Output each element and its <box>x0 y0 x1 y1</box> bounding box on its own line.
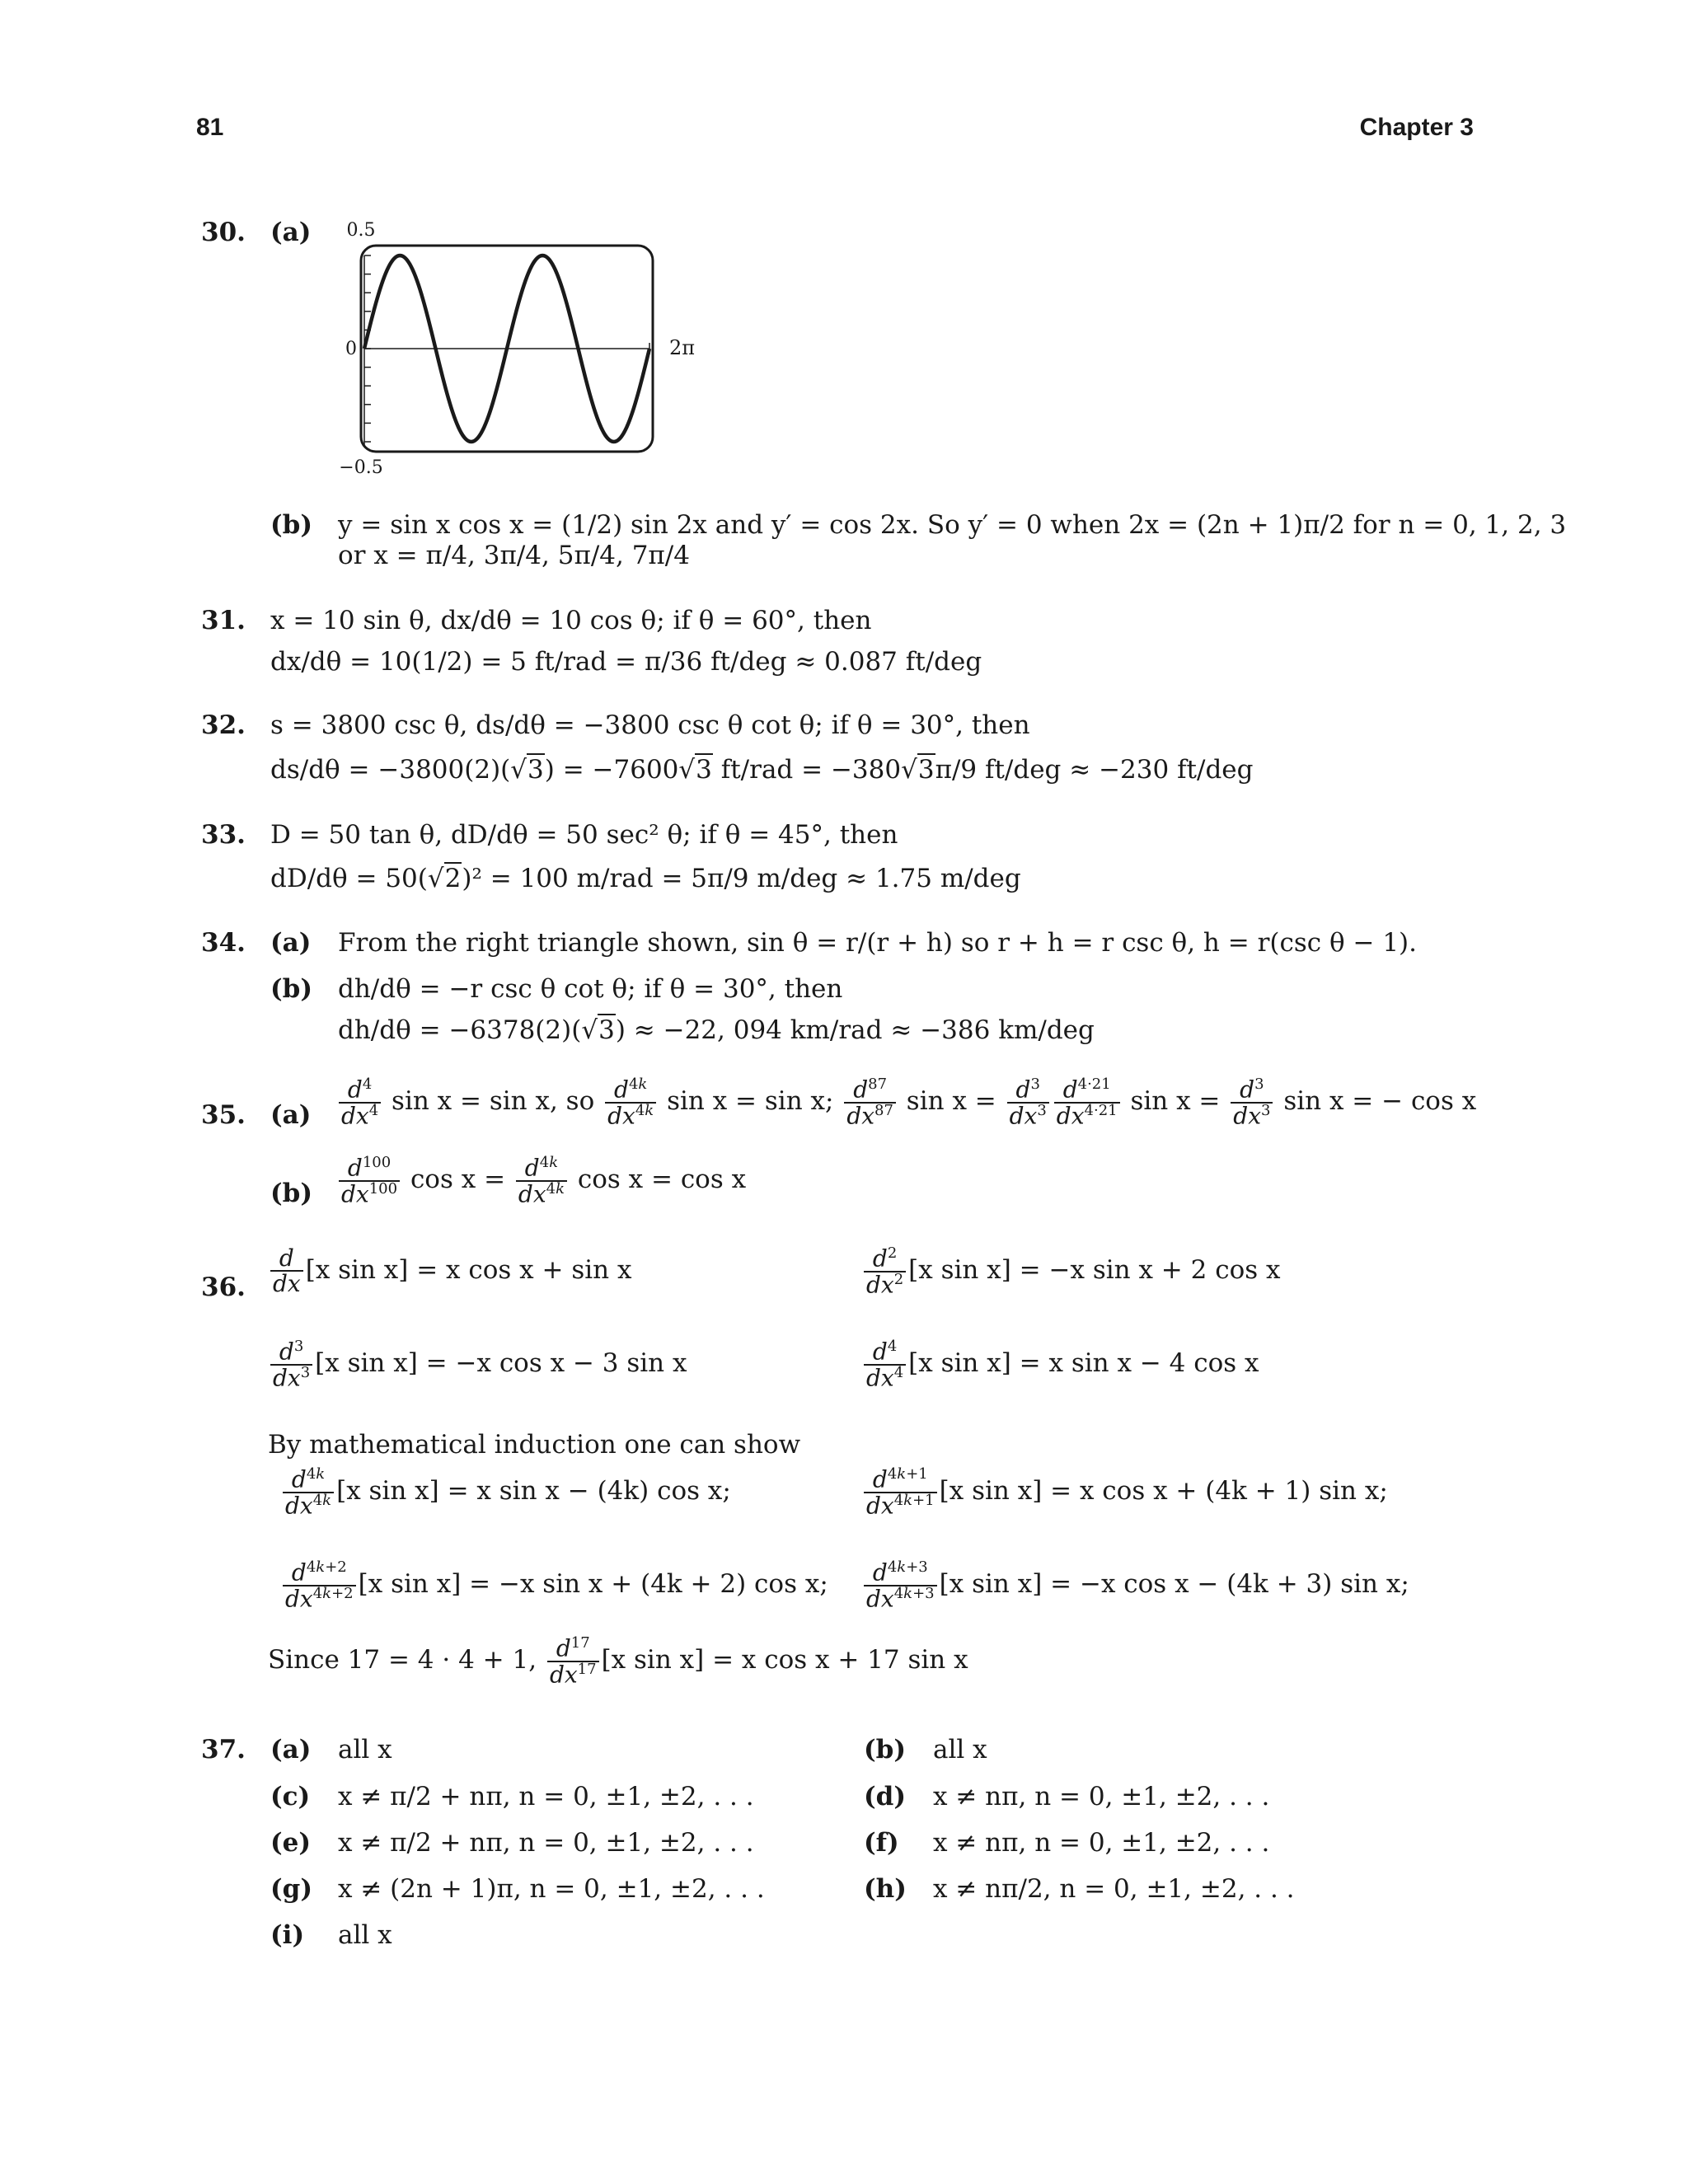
frac-d100-dx100: $\frac{d^{100}}{dx^{100}}$ <box>339 1155 400 1206</box>
problem-34a-label: (a) <box>270 928 312 958</box>
frac-d4k3-dx4k3: $\frac{d^{4k+3}}{dx^{4k+3}}$ <box>864 1560 937 1610</box>
frac-d17-dx17: $\frac{d^{17}}{dx^{17}}$ <box>547 1636 599 1686</box>
problem-37-item-text: x ≠ nπ, n = 0, ±1, ±2, . . . <box>933 1782 1270 1811</box>
p36-r1l: [x sin x] = x cos x + sin x <box>305 1254 632 1285</box>
p35b-t1: cos x = <box>410 1165 506 1195</box>
graph-y-max-label: 0.5 <box>346 220 376 241</box>
problem-36-row1-right <box>861 1244 1281 1299</box>
problem-36-row3-right <box>861 1465 1388 1520</box>
p36-r3l: [x sin x] = x sin x − (4k) cos x; <box>336 1476 731 1507</box>
problem-31-line2: dx/dθ = 10(1/2) = 5 ft/rad = π/36 ft/deg ≈ 0.087 ft/deg <box>270 647 982 677</box>
problem-31-line1: x = 10 sin θ, dx/dθ = 10 cos θ; if θ = 60°, then <box>270 606 872 635</box>
problem-36-number: 36. <box>201 1272 246 1302</box>
problem-37-item-label: (b) <box>864 1735 907 1765</box>
problem-37-item-text: x ≠ nπ/2, n = 0, ±1, ±2, . . . <box>933 1874 1295 1904</box>
p32-l2e: ft/rad = −380√ <box>712 755 917 785</box>
problem-37-item-text: all x <box>338 1920 392 1950</box>
problem-37-item-text: x ≠ nπ, n = 0, ±1, ±2, . . . <box>933 1828 1270 1858</box>
problem-37-item-text: x ≠ (2n + 1)π, n = 0, ±1, ±2, . . . <box>338 1874 765 1904</box>
sine-cosine-graph <box>321 213 701 476</box>
problem-30-number: 30. <box>201 218 246 247</box>
frac-d87-dx87: $\frac{d^{87}}{dx^{87}}$ <box>844 1077 896 1127</box>
p32-l2c: ) = −7600√ <box>544 755 696 785</box>
p34-b2a: dh/dθ = −6378(2)(√ <box>338 1015 598 1045</box>
page-number: 81 <box>196 114 224 141</box>
p35b-t2: cos x = cos x <box>577 1165 747 1195</box>
problem-35b-line <box>336 1155 746 1206</box>
frac-d3-dx3: $\frac{d^3}{dx^3}$ <box>1007 1077 1049 1127</box>
problem-30b-label: (b) <box>270 510 313 540</box>
problem-37-item-text: all x <box>933 1735 987 1765</box>
problem-35-number: 35. <box>201 1100 246 1130</box>
problem-36-row3-left <box>280 1465 731 1520</box>
problem-35b-label: (b) <box>270 1179 313 1208</box>
problem-37-item-text: x ≠ π/2 + nπ, n = 0, ±1, ±2, . . . <box>338 1828 754 1858</box>
frac-d2-dx2: $\frac{d^2}{dx^2}$ <box>864 1246 906 1296</box>
p33-l2c: )² = 100 m/rad = 5π/9 m/deg ≈ 1.75 m/deg <box>462 864 1021 893</box>
problem-37-item-label: (d) <box>864 1782 907 1811</box>
frac-d3-dx3-b: $\frac{d^3}{dx^3}$ <box>1231 1077 1273 1127</box>
problem-36-conclusion <box>268 1634 968 1689</box>
problem-30a-label: (a) <box>270 218 312 247</box>
frac-d3-dx3-c: $\frac{d^3}{dx^3}$ <box>270 1339 312 1390</box>
problem-32-number: 32. <box>201 710 246 740</box>
problem-37-item-label: (h) <box>864 1874 907 1904</box>
frac-d4-dx4: $\frac{d^4}{dx^4}$ <box>339 1077 381 1127</box>
problem-33-line2 <box>270 862 1021 895</box>
problem-34b-label: (b) <box>270 974 313 1004</box>
p32-root1: 3 <box>528 755 544 785</box>
problem-30b-line2: or x = π/4, 3π/4, 5π/4, 7π/4 <box>338 541 690 570</box>
problem-37-item-label: (f) <box>864 1828 899 1858</box>
problem-30b <box>270 509 1567 541</box>
problem-36-row2-right <box>861 1339 1259 1390</box>
problem-37-number: 37. <box>201 1735 246 1765</box>
p35a-t5: sin x = − cos x <box>1283 1086 1477 1117</box>
p36-final: [x sin x] = x cos x + 17 sin x <box>601 1645 968 1675</box>
frac-d421-dx421: $\frac{d^{4\cdot 21}}{dx^{4\cdot 21}}$ <box>1054 1077 1120 1127</box>
problem-36-row4-right <box>861 1558 1409 1613</box>
problem-32-line2 <box>270 753 1254 786</box>
p36-r3r: [x sin x] = x cos x + (4k + 1) sin x; <box>939 1476 1388 1507</box>
problem-37-item-label: (i) <box>270 1920 305 1950</box>
graph-origin-label: 0 <box>345 339 357 359</box>
p35a-t3: sin x = <box>906 1086 996 1117</box>
problem-34b-line2 <box>338 1014 1095 1047</box>
p34-b2c: ) ≈ −22, 094 km/rad ≈ −386 km/deg <box>615 1015 1095 1045</box>
problem-37-item-text: x ≠ π/2 + nπ, n = 0, ±1, ±2, . . . <box>338 1782 754 1811</box>
p33-l2a: dD/dθ = 50(√ <box>270 864 444 893</box>
p36-r2l: [x sin x] = −x cos x − 3 sin x <box>315 1348 687 1379</box>
problem-37-item-label: (g) <box>270 1874 313 1904</box>
p33-root: 2 <box>444 864 462 893</box>
problem-37-item-label: (e) <box>270 1828 312 1858</box>
problem-33-number: 33. <box>201 820 246 850</box>
problem-37-item-label: (a) <box>270 1735 312 1765</box>
p34-root: 3 <box>598 1015 615 1045</box>
p36-since: Since 17 = 4 · 4 + 1, <box>268 1645 537 1675</box>
graph-x-max-label: 2π <box>669 336 696 359</box>
frac-d4k2-dx4k2: $\frac{d^{4k+2}}{dx^{4k+2}}$ <box>283 1560 356 1610</box>
frac-d4-dx4-b: $\frac{d^4}{dx^4}$ <box>864 1339 906 1390</box>
frac-d4k1-dx4k1: $\frac{d^{4k+1}}{dx^{4k+1}}$ <box>864 1467 937 1517</box>
problem-35a-label: (a) <box>270 1100 312 1130</box>
p36-r4r: [x sin x] = −x cos x − (4k + 3) sin x; <box>939 1569 1409 1600</box>
problem-33-line1: D = 50 tan θ, dD/dθ = 50 sec² θ; if θ = 45°, then <box>270 820 898 850</box>
p35a-t2: sin x = sin x; <box>667 1086 834 1117</box>
p32-l2g: π/9 ft/deg ≈ −230 ft/deg <box>935 755 1254 785</box>
graph-y-min-label: −0.5 <box>339 457 383 476</box>
p36-r1r: [x sin x] = −x sin x + 2 cos x <box>908 1255 1281 1286</box>
problem-37-item-label: (c) <box>270 1782 311 1811</box>
problem-35a-line <box>336 1076 1477 1130</box>
p32-root2: 3 <box>696 755 712 785</box>
problem-37-item-text: all x <box>338 1735 392 1765</box>
problem-34-number: 34. <box>201 928 246 958</box>
p32-l2a: ds/dθ = −3800(2)(√ <box>270 755 528 785</box>
frac-d4k-dx4k-c: $\frac{d^{4k}}{dx^{4k}}$ <box>283 1467 334 1517</box>
p32-root3: 3 <box>917 755 935 785</box>
problem-34a-text: From the right triangle shown, sin θ = r/(r + h) so r + h = r csc θ, h = r(csc θ − 1). <box>338 928 1417 958</box>
problem-36-row2-left <box>268 1339 687 1390</box>
p35a-t4: sin x = <box>1130 1086 1221 1117</box>
p35a-t1: sin x = sin x, so <box>392 1086 595 1117</box>
frac-d4k-dx4k: $\frac{d^{4k}}{dx^{4k}}$ <box>605 1077 656 1127</box>
problem-36-induction-text: By mathematical induction one can show <box>268 1430 801 1460</box>
problem-31-number: 31. <box>201 606 246 635</box>
problem-32-line1: s = 3800 csc θ, ds/dθ = −3800 csc θ cot θ; if θ = 30°, then <box>270 710 1030 740</box>
chapter-title: Chapter 3 <box>1359 114 1474 141</box>
p36-r2r: [x sin x] = x sin x − 4 cos x <box>908 1348 1259 1379</box>
p36-r4l: [x sin x] = −x sin x + (4k + 2) cos x; <box>358 1569 828 1600</box>
problem-34b-line1: dh/dθ = −r csc θ cot θ; if θ = 30°, then <box>338 974 843 1004</box>
problem-36-row4-left <box>280 1558 828 1613</box>
frac-d-dx: $\frac{d}{dx}$ <box>270 1246 303 1296</box>
problem-30b-line1: y = sin x cos x = (1/2) sin 2x and y′ = cos 2x. So y′ = 0 when 2x = (2n + 1)π/2 for n = 0, 1, 2, 3 <box>338 510 1567 540</box>
frac-d4k-dx4k-b: $\frac{d^{4k}}{dx^{4k}}$ <box>516 1155 567 1206</box>
problem-36-row1-left <box>268 1246 631 1296</box>
